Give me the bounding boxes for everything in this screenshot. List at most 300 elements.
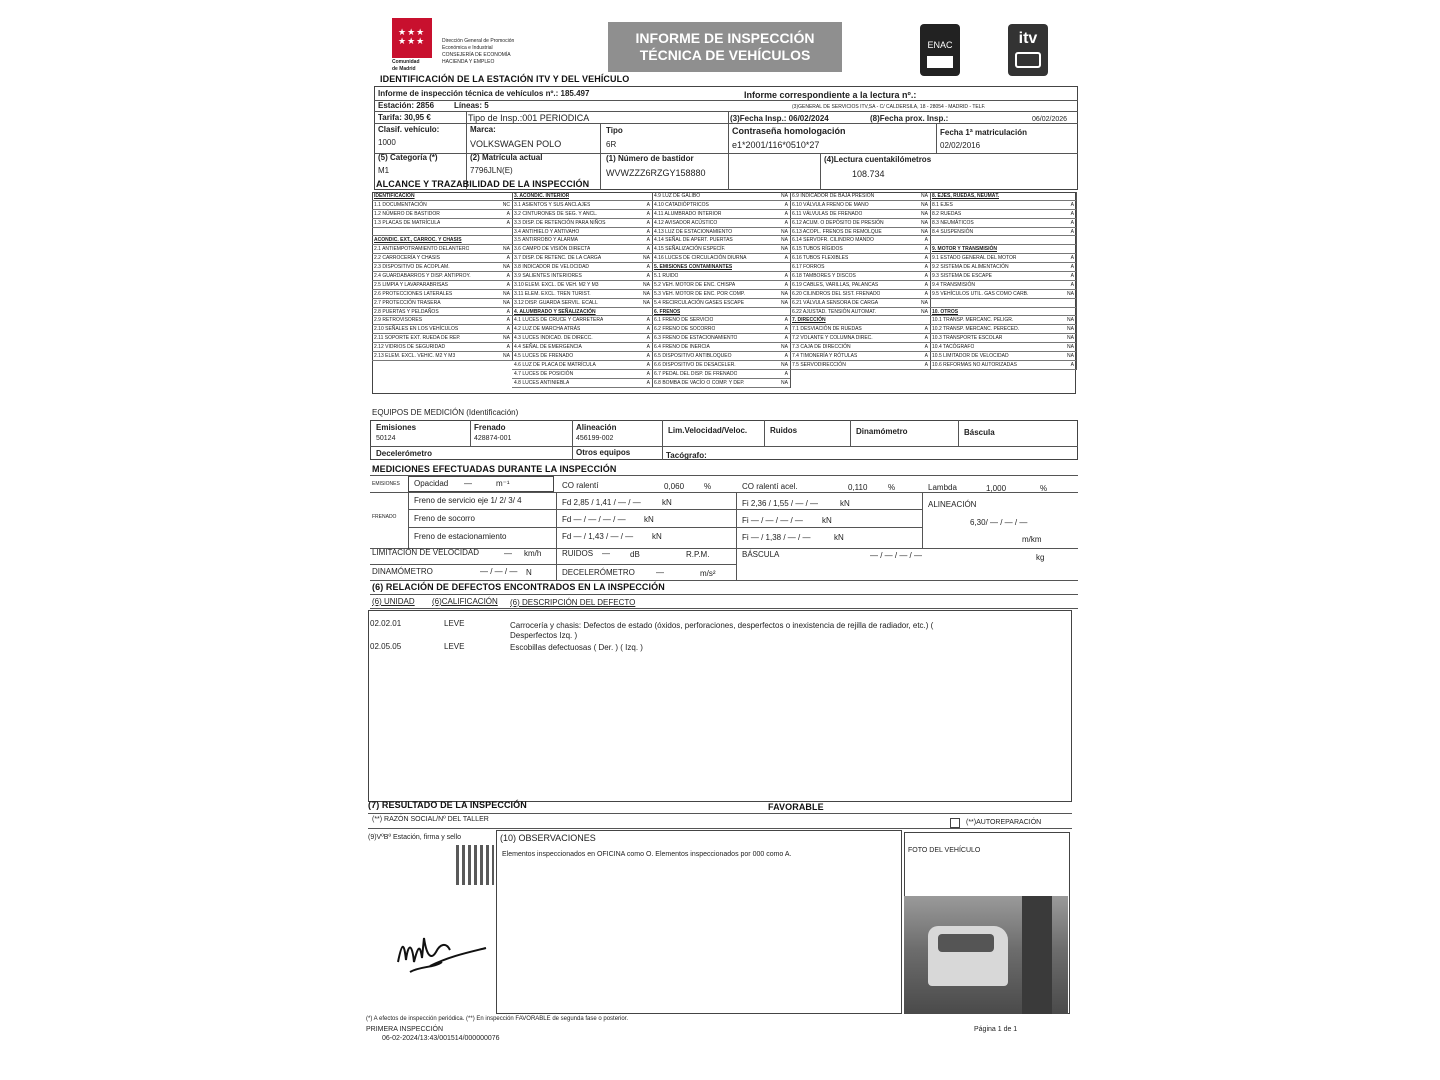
opacity-label: Opacidad bbox=[414, 479, 449, 488]
emergency-brake-label: Freno de socorro bbox=[414, 514, 475, 523]
service-brake-fd: Fd 2,85 / 1,41 / — / — bbox=[562, 498, 641, 507]
scope-item-value: A bbox=[924, 264, 928, 271]
logo-text: Comunidad de Madrid bbox=[392, 59, 420, 72]
scope-item-value: NA bbox=[643, 281, 650, 288]
scope-item bbox=[372, 290, 512, 299]
scope-item-value: NA bbox=[921, 193, 928, 199]
scope-item-value: A bbox=[784, 273, 788, 280]
scope-item bbox=[512, 245, 652, 254]
scope-item bbox=[930, 290, 1076, 299]
scope-item-label: 10.2 TRANSP. MERCANC. PERECED. bbox=[932, 326, 1020, 333]
scope-item-label: 6.22 AJUSTAD. TENSIÓN AUTOMAT. bbox=[792, 308, 877, 315]
madrid-logo: ★★★ ★★★ bbox=[392, 18, 432, 58]
scope-item bbox=[372, 334, 512, 343]
scope-item-label: 7.1 DESVIACIÓN DE RUEDAS bbox=[792, 326, 862, 333]
scope-item-label: 3. ACONDIC. INTERIOR bbox=[514, 193, 570, 199]
noise-rpm: R.P.M. bbox=[686, 550, 710, 559]
scope-item-label: 3.4 ANTIHIELO Y ANTIVAHO bbox=[514, 228, 580, 235]
scope-item-value: NA bbox=[503, 290, 510, 297]
scope-item-label: 8.4 SUSPENSIÓN bbox=[932, 228, 974, 235]
scope-item bbox=[372, 263, 512, 272]
scope-item-value: A bbox=[784, 219, 788, 226]
scope-item-value: A bbox=[646, 353, 650, 360]
equip-tachograph-label: Tacógrafo: bbox=[666, 451, 707, 460]
scope-item bbox=[652, 254, 790, 263]
scope-item bbox=[512, 254, 652, 263]
scope-item-value: NA bbox=[781, 344, 788, 351]
scope-item bbox=[372, 210, 512, 219]
scope-item-value: A bbox=[646, 201, 650, 208]
defects-col-unit: (6) UNIDAD bbox=[372, 597, 415, 606]
equip-noise-label: Ruidos bbox=[770, 426, 798, 435]
defect-1-code: 02.02.01 bbox=[370, 619, 402, 628]
homologation-label: Contraseña homologación bbox=[732, 126, 846, 136]
scope-item bbox=[790, 228, 930, 237]
equip-speed-label: Lim.Velocidad/Veloc. bbox=[668, 426, 748, 435]
scope-item bbox=[652, 299, 790, 308]
scope-item-label: 1.3 PLACAS DE MATRÍCULA bbox=[374, 219, 441, 226]
scope-item-value: A bbox=[1070, 281, 1074, 288]
scope-item bbox=[652, 308, 790, 317]
emergency-brake-fd: Fd — / — / — / — bbox=[562, 515, 626, 524]
scope-item-label: 2.11 SOPORTE EXT. RUEDA DE REP. bbox=[374, 335, 461, 342]
scope-item-label: 5. EMISIONES CONTAMINANTES bbox=[654, 264, 733, 271]
co-idle-label: CO ralentí bbox=[562, 481, 599, 490]
scope-item-label: 6.3 FRENO DE ESTACIONAMIENTO bbox=[654, 335, 738, 342]
scope-item bbox=[652, 272, 790, 281]
scope-item-label: 3.9 SALIENTES INTERIORES bbox=[514, 273, 582, 280]
scope-item bbox=[512, 290, 652, 299]
result-value: FAVORABLE bbox=[768, 802, 824, 812]
scope-item bbox=[790, 361, 930, 370]
scope-item-value: A bbox=[924, 335, 928, 342]
scope-item bbox=[372, 228, 512, 237]
scope-item bbox=[930, 325, 1076, 334]
scope-item-label: 1.1 DOCUMENTACIÓN bbox=[374, 201, 427, 208]
scope-item-label: 2.9 RETROVISORES bbox=[374, 317, 423, 324]
scope-item-label: 9.4 TRANSMISIÓN bbox=[932, 281, 975, 288]
scope-item-label: 9. MOTOR Y TRANSMISIÓN bbox=[932, 246, 998, 253]
equip-emissions-label: Emisiones bbox=[376, 423, 417, 432]
scope-item-value: A bbox=[1070, 219, 1074, 226]
scope-item bbox=[930, 219, 1076, 228]
scope-item bbox=[930, 352, 1076, 361]
scope-item-label: 10.4 TACÓGRAFO bbox=[932, 344, 975, 351]
scope-item bbox=[512, 192, 652, 201]
scope-item-label: 8.3 NEUMÁTICOS bbox=[932, 219, 974, 226]
scope-item-value: A bbox=[646, 317, 650, 324]
scope-item-value: A bbox=[646, 273, 650, 280]
scope-item-label: 4.3 LUCES INDICAD. DE DIRECC. bbox=[514, 335, 593, 342]
footer-reference: 06-02-2024/13:43/001514/000000076 bbox=[382, 1035, 500, 1042]
defect-1-rating: LEVE bbox=[444, 619, 465, 628]
observations-label: (10) OBSERVACIONES bbox=[500, 833, 596, 843]
scope-item-value: A bbox=[646, 246, 650, 253]
scope-item bbox=[790, 290, 930, 299]
scope-item-label: 9.1 ESTADO GENERAL DEL MOTOR bbox=[932, 255, 1017, 262]
scope-item bbox=[930, 281, 1076, 290]
scope-item bbox=[372, 201, 512, 210]
scope-item-label: 9.2 SISTEMA DE ALIMENTACIÓN bbox=[932, 264, 1009, 271]
scope-item bbox=[652, 245, 790, 254]
scope-item-label: 1.2 NÚMERO DE BASTIDOR bbox=[374, 210, 440, 217]
scope-item-label: 3.7 DISP. DE RETENC. DE LA CARGA bbox=[514, 255, 602, 262]
scope-item bbox=[512, 316, 652, 325]
scope-item-label: 4.11 ALUMBRADO INTERIOR bbox=[654, 210, 722, 217]
scope-item-value: NA bbox=[921, 210, 928, 217]
scope-item bbox=[652, 334, 790, 343]
scope-item bbox=[790, 272, 930, 281]
service-brake-label: Freno de servicio eje 1/ 2/ 3/ 4 bbox=[414, 496, 522, 505]
scope-item-value: NA bbox=[921, 201, 928, 208]
type-value: 6R bbox=[606, 140, 617, 149]
parking-brake-fi-unit: kN bbox=[834, 533, 844, 542]
scope-item-value: A bbox=[784, 370, 788, 377]
scope-item-value: A bbox=[506, 219, 510, 226]
decel-value: — bbox=[656, 568, 664, 577]
scope-item-label: 5.2 VEH. MOTOR DE ENC. CHISPA bbox=[654, 281, 736, 288]
scope-item-label: 6.11 VÁLVULAS DE FRENADO bbox=[792, 210, 863, 217]
scope-item-value: NA bbox=[1067, 317, 1074, 324]
scope-item bbox=[652, 192, 790, 201]
scope-item bbox=[512, 228, 652, 237]
brand-label: Marca: bbox=[470, 125, 496, 134]
scope-item-value: NA bbox=[503, 264, 510, 271]
scope-item-label: 7.3 CAJA DE DIRECCIÓN bbox=[792, 344, 851, 351]
scope-item-label: 4.6 LUZ DE PLACA DE MATRÍCULA bbox=[514, 361, 596, 368]
scope-item bbox=[930, 210, 1076, 219]
scope-item-value: A bbox=[506, 308, 510, 315]
scope-item-label: 4.4 SEÑAL DE EMERGENCIA bbox=[514, 344, 582, 351]
scale-value: — / — / — / — bbox=[870, 551, 923, 560]
alignment-label: ALINEACIÓN bbox=[928, 500, 977, 509]
scope-item bbox=[652, 210, 790, 219]
scope-item-label: 3.12 DISP. GUARDA SERVIL. ECALL bbox=[514, 299, 598, 306]
service-brake-fi-unit: kN bbox=[840, 499, 850, 508]
workshop-label: (**) RAZÓN SOCIAL/Nº DEL TALLER bbox=[372, 816, 489, 823]
scope-item bbox=[930, 308, 1076, 317]
scope-title: ALCANCE Y TRAZABILIDAD DE LA INSPECCIÓN bbox=[376, 179, 590, 189]
scope-item-label: 4.14 SEÑAL DE APERT. PUERTAS bbox=[654, 237, 733, 244]
dyno-unit: N bbox=[526, 568, 532, 577]
self-repair-label: (**)AUTOREPARACIÓN bbox=[966, 819, 1042, 826]
scope-item bbox=[512, 361, 652, 370]
equip-braking-value: 428874-001 bbox=[474, 435, 512, 442]
scope-item bbox=[372, 343, 512, 352]
defect-2-code: 02.05.05 bbox=[370, 642, 402, 651]
footer-note: (*) A efectos de inspección periódica. (**) En inspección FAVORABLE de segunda fase o posterior. bbox=[366, 1016, 629, 1022]
scope-item bbox=[652, 201, 790, 210]
scope-item-value: A bbox=[1070, 361, 1074, 368]
co-acc-unit: % bbox=[888, 483, 896, 492]
scope-item-label: 6.21 VÁLVULA SENSORA DE CARGA bbox=[792, 299, 879, 306]
defects-col-description: (6) DESCRIPCIÓN DEL DEFECTO bbox=[510, 598, 636, 607]
alignment-unit: m/km bbox=[1022, 535, 1042, 544]
scale-unit: kg bbox=[1036, 553, 1045, 562]
equipment-title: EQUIPOS DE MEDICIÓN (Identificación) bbox=[372, 408, 519, 417]
scope-item bbox=[790, 281, 930, 290]
scope-item bbox=[372, 192, 512, 201]
co-idle-unit: % bbox=[704, 482, 712, 491]
scope-item-label: 7.4 TIMONERÍA Y RÓTULAS bbox=[792, 353, 858, 360]
scope-item-value: A bbox=[646, 344, 650, 351]
scope-item-label: 2.2 CARROCERÍA Y CHASIS bbox=[374, 255, 440, 262]
co-idle-value: 0,060 bbox=[664, 482, 685, 491]
scope-item-label: 7.2 VOLANTE Y COLUMNA DIREC. bbox=[792, 335, 873, 342]
scope-item-label: 10.3 TRANSPORTE ESCOLAR bbox=[932, 335, 1003, 342]
scope-item-label: 2.8 PUERTAS Y PELDAÑOS bbox=[374, 308, 439, 315]
scope-item bbox=[372, 299, 512, 308]
scope-item-label: 9.3 SISTEMA DE ESCAPE bbox=[932, 273, 993, 280]
scope-item-value: A bbox=[1070, 273, 1074, 280]
scope-item-value: A bbox=[1070, 210, 1074, 217]
vin-value: WVWZZZ6RZGY158880 bbox=[606, 168, 706, 178]
scope-item-value: A bbox=[784, 353, 788, 360]
equip-alignment-value: 456199-002 bbox=[576, 435, 614, 442]
vehicle-photo bbox=[904, 896, 1068, 1014]
noise-label: RUIDOS bbox=[562, 549, 594, 558]
scope-item-label: 7. DIRECCIÓN bbox=[792, 317, 826, 324]
scope-item bbox=[652, 219, 790, 228]
registration-date-label: Fecha 1ª matriculación bbox=[940, 128, 1027, 137]
emergency-brake-fi-unit: kN bbox=[822, 516, 832, 525]
co-acc-label: CO ralentí acel. bbox=[742, 482, 798, 491]
inspection-report-sheet bbox=[360, 12, 1082, 1072]
scope-item bbox=[930, 361, 1076, 370]
scope-item bbox=[790, 316, 930, 325]
scope-item-value: NA bbox=[503, 246, 510, 253]
scope-item bbox=[652, 361, 790, 370]
scope-item bbox=[930, 334, 1076, 343]
scope-item bbox=[930, 263, 1076, 272]
scope-item-label: 6.12 ACUM. O DEPÓSITO DE PRESIÓN bbox=[792, 219, 884, 226]
lambda-unit: % bbox=[1040, 484, 1048, 493]
class-value: 1000 bbox=[378, 138, 396, 147]
scope-item-label: ACONDIC. EXT., CARROC. Y CHASIS bbox=[374, 237, 462, 244]
scope-item-label: 2.12 VIDRIOS DE SEGURIDAD bbox=[374, 344, 446, 351]
scope-item bbox=[652, 228, 790, 237]
scope-item bbox=[930, 272, 1076, 281]
scope-item-value: A bbox=[924, 246, 928, 253]
opacity-unit: m⁻¹ bbox=[496, 479, 510, 488]
scope-item-label: 3.8 INDICADOR DE VELOCIDAD bbox=[514, 264, 590, 271]
speed-limit-value: — bbox=[504, 549, 512, 558]
scope-item-label: 10. OTROS bbox=[932, 308, 959, 315]
station-signature-label: (9)VºBº Estación, firma y sello bbox=[368, 834, 462, 841]
scope-item bbox=[372, 219, 512, 228]
category-value: M1 bbox=[378, 166, 390, 175]
alignment-value: 6,30/ — / — / — bbox=[970, 518, 1028, 527]
scope-item-value: NA bbox=[781, 290, 788, 297]
service-brake-fd-unit: kN bbox=[662, 498, 672, 507]
signature bbox=[390, 922, 490, 992]
scope-item bbox=[512, 299, 652, 308]
scope-item bbox=[512, 379, 652, 388]
scope-item-label: 3.6 CAMPO DE VISIÓN DIRECTA bbox=[514, 246, 591, 253]
self-repair-checkbox[interactable] bbox=[950, 818, 960, 828]
scope-column bbox=[790, 192, 931, 370]
scope-item-label: 6.13 ACOPL. FRENOS DE REMOLQUE bbox=[792, 228, 882, 235]
lambda-label: Lambda bbox=[928, 483, 957, 492]
defect-2-desc-line1: Escobillas defectuosas ( Der. ) ( Izq. ) bbox=[510, 643, 643, 652]
speed-limit-unit: km/h bbox=[524, 549, 542, 558]
scope-item bbox=[652, 343, 790, 352]
odometer-label: (4)Lectura cuentakilómetros bbox=[824, 155, 932, 164]
scope-item-value: NA bbox=[781, 237, 788, 244]
scope-item bbox=[512, 263, 652, 272]
scope-item-value: A bbox=[1070, 264, 1074, 271]
scope-item-value: A bbox=[506, 281, 510, 288]
scope-item-label: 8. EJES, RUEDAS, NEUMÁT. bbox=[932, 193, 1000, 199]
scope-item-value: NA bbox=[781, 379, 788, 386]
scope-item bbox=[652, 370, 790, 379]
scope-item bbox=[372, 281, 512, 290]
scope-item bbox=[790, 245, 930, 254]
scope-item-label: 6.2 FRENO DE SOCORRO bbox=[654, 326, 716, 333]
parking-brake-fi: Fi — / 1,38 / — / — bbox=[742, 533, 811, 542]
scope-item-value: A bbox=[646, 210, 650, 217]
scope-column bbox=[930, 192, 1077, 370]
scope-item-label: 2.4 GUARDABARROS Y DISP. ANTIPROY. bbox=[374, 273, 471, 280]
plate-label: (2) Matrícula actual bbox=[470, 153, 543, 162]
scope-item-value: A bbox=[784, 317, 788, 324]
type-label: Tipo bbox=[606, 126, 623, 135]
registration-date-value: 02/02/2016 bbox=[940, 141, 981, 150]
emergency-brake-fi: Fi — / — / — / — bbox=[742, 516, 803, 525]
scope-item-value: NA bbox=[1067, 335, 1074, 342]
scope-item-value: A bbox=[924, 353, 928, 360]
scope-item-label: 4.8 LUCES ANTINIEBLA bbox=[514, 379, 570, 386]
footer-first-inspection: PRIMERA INSPECCIÓN bbox=[366, 1026, 444, 1033]
scope-item-label: 2.10 SEÑALES EN LOS VEHÍCULOS bbox=[374, 326, 459, 333]
equip-decelerometer-label: Decelerómetro bbox=[376, 449, 433, 458]
scope-item-value: A bbox=[924, 281, 928, 288]
scope-item-value: A bbox=[646, 219, 650, 226]
defects-col-rating: (6)CALIFICACIÓN bbox=[432, 597, 498, 606]
scope-item-value: A bbox=[784, 281, 788, 288]
next-inspection-label: (8)Fecha prox. Insp.: bbox=[870, 114, 949, 123]
scope-item-label: 6.9 INDICADOR DE BAJA PRESIÓN bbox=[792, 193, 875, 199]
scope-item-value: A bbox=[784, 201, 788, 208]
scope-item bbox=[930, 299, 1076, 308]
scope-item-label: 2.3 DISPOSITIVO DE ACOPLAM. bbox=[374, 264, 450, 271]
scope-item bbox=[790, 236, 930, 245]
scope-item bbox=[930, 201, 1076, 210]
scope-item bbox=[652, 236, 790, 245]
plate-value: 7796JLN(E) bbox=[470, 166, 513, 175]
scope-item bbox=[512, 325, 652, 334]
footer-page: Página 1 de 1 bbox=[974, 1026, 1018, 1033]
scope-item-value: NA bbox=[781, 228, 788, 235]
scope-item-label: 2.7 PROTECCIÓN TRASERA bbox=[374, 299, 441, 306]
speed-limit-label: LIMITACIÓN DE VELOCIDAD bbox=[372, 548, 479, 557]
scope-item-label: 6.5 DISPOSITIVO ANTIBLOQUEO bbox=[654, 353, 732, 360]
scope-item-label: 4.15 SEÑALIZACIÓN ESPECÍF. bbox=[654, 246, 726, 253]
vin-label: (1) Número de bastidor bbox=[606, 154, 694, 163]
scope-item bbox=[790, 254, 930, 263]
scope-item bbox=[372, 316, 512, 325]
parking-brake-label: Freno de estacionamiento bbox=[414, 532, 507, 541]
scope-item bbox=[512, 308, 652, 317]
scope-item bbox=[790, 334, 930, 343]
scope-item bbox=[652, 316, 790, 325]
scope-item bbox=[372, 272, 512, 281]
scope-item-label: 4.9 LUZ DE GÁLIBO bbox=[654, 193, 701, 199]
decel-unit: m/s² bbox=[700, 569, 716, 578]
enac-logo bbox=[920, 24, 960, 76]
scope-item-value: A bbox=[924, 273, 928, 280]
scope-item bbox=[652, 379, 790, 388]
scope-item-label: 3.11 ELEM. EXCL. TREN TURIST. bbox=[514, 290, 591, 297]
scope-item-label: 3.1 ASIENTOS Y SUS ANCLAJES bbox=[514, 201, 591, 208]
scope-item-value: A bbox=[506, 317, 510, 324]
lambda-value: 1,000 bbox=[986, 484, 1007, 493]
scope-item bbox=[512, 201, 652, 210]
scope-item-value: A bbox=[784, 255, 788, 262]
scope-item-value: A bbox=[924, 344, 928, 351]
parking-brake-fd-unit: kN bbox=[652, 532, 662, 541]
directorate-text: Dirección General de Promoción Económica e Industrial CONSEJERÍA DE ECONOMÍA HACIENDA Y EMPLEO bbox=[442, 38, 515, 65]
scope-item bbox=[512, 352, 652, 361]
dyno-value: — / — / — bbox=[480, 567, 518, 576]
next-inspection-date: 06/02/2026 bbox=[1032, 116, 1068, 123]
measurements-title: MEDICIONES EFECTUADAS DURANTE LA INSPECCIÓN bbox=[372, 464, 617, 474]
scope-item-value: A bbox=[646, 264, 650, 271]
braking-row-label: FRENADO bbox=[372, 514, 397, 520]
scope-item-value: NA bbox=[1067, 344, 1074, 351]
scope-item-label: 4. ALUMBRADO Y SEÑALIZACIÓN bbox=[514, 308, 596, 315]
scope-column bbox=[372, 192, 513, 361]
defects-title: (6) RELACIÓN DE DEFECTOS ENCONTRADOS EN LA INSPECCIÓN bbox=[372, 582, 665, 592]
scope-item-label: 6.4 FRENO DE INERCIA bbox=[654, 344, 710, 351]
scope-item-value: NA bbox=[921, 308, 928, 315]
itv-label: itv bbox=[1018, 30, 1038, 47]
scope-item-label: 8.1 EJES bbox=[932, 201, 953, 208]
scope-item-label: 10.1 TRANSP. MERCANC. PELIGR. bbox=[932, 317, 1014, 324]
homologation-value: e1*2001/116*0510*27 bbox=[732, 140, 820, 150]
noise-value: — bbox=[602, 549, 610, 558]
scope-item-label: 4.13 LUZ DE ESTACIONAMIENTO bbox=[654, 228, 733, 235]
scope-item-label: 3.3 DISP. DE RETENCIÓN PARA NIÑOS bbox=[514, 219, 606, 226]
report-title-line1: INFORME DE INSPECCIÓN bbox=[635, 30, 815, 46]
scope-item-label: 5.3 VEH. MOTOR DE ENC. POR COMP. bbox=[654, 290, 745, 297]
scope-item-label: 10.6 REFORMAS NO AUTORIZADAS bbox=[932, 361, 1017, 368]
scope-item-label: IDENTIFICACIÓN bbox=[374, 193, 415, 199]
scope-column bbox=[512, 192, 653, 388]
scope-item-label: 6.1 FRENO DE SERVICIO bbox=[654, 317, 714, 324]
scope-item bbox=[930, 316, 1076, 325]
scope-item-value: A bbox=[646, 370, 650, 377]
scope-item bbox=[790, 299, 930, 308]
scope-item-value: A bbox=[784, 335, 788, 342]
scope-item bbox=[512, 281, 652, 290]
scope-item bbox=[790, 201, 930, 210]
scope-item bbox=[790, 219, 930, 228]
scope-item-value: A bbox=[646, 237, 650, 244]
report-number: Informe de inspección técnica de vehículos nº.: 185.497 bbox=[378, 89, 590, 98]
scope-item-value: A bbox=[646, 335, 650, 342]
report-title-line2: TÉCNICA DE VEHÍCULOS bbox=[639, 47, 811, 63]
scope-item-label: 5.4 RECIRCULACIÓN GASES ESCAPE bbox=[654, 299, 745, 306]
parking-brake-fd: Fd — / 1,43 / — / — bbox=[562, 532, 634, 541]
scope-item bbox=[652, 325, 790, 334]
defect-1-desc-line1: Carrocería y chasis: Defectos de estado (óxidos, perforaciones, desperfectos o inexistencia de rejilla de radiador, etc.) ( bbox=[510, 621, 934, 630]
scope-item-value: NA bbox=[643, 299, 650, 306]
scope-item bbox=[790, 263, 930, 272]
equip-other-label: Otros equipos bbox=[576, 448, 631, 457]
defect-1-desc-line2: Desperfectos Izq. ) bbox=[510, 631, 578, 640]
scope-item-label: 3.10 ELEM. EXCL. DE VEH. M2 Y M3 bbox=[514, 281, 599, 288]
